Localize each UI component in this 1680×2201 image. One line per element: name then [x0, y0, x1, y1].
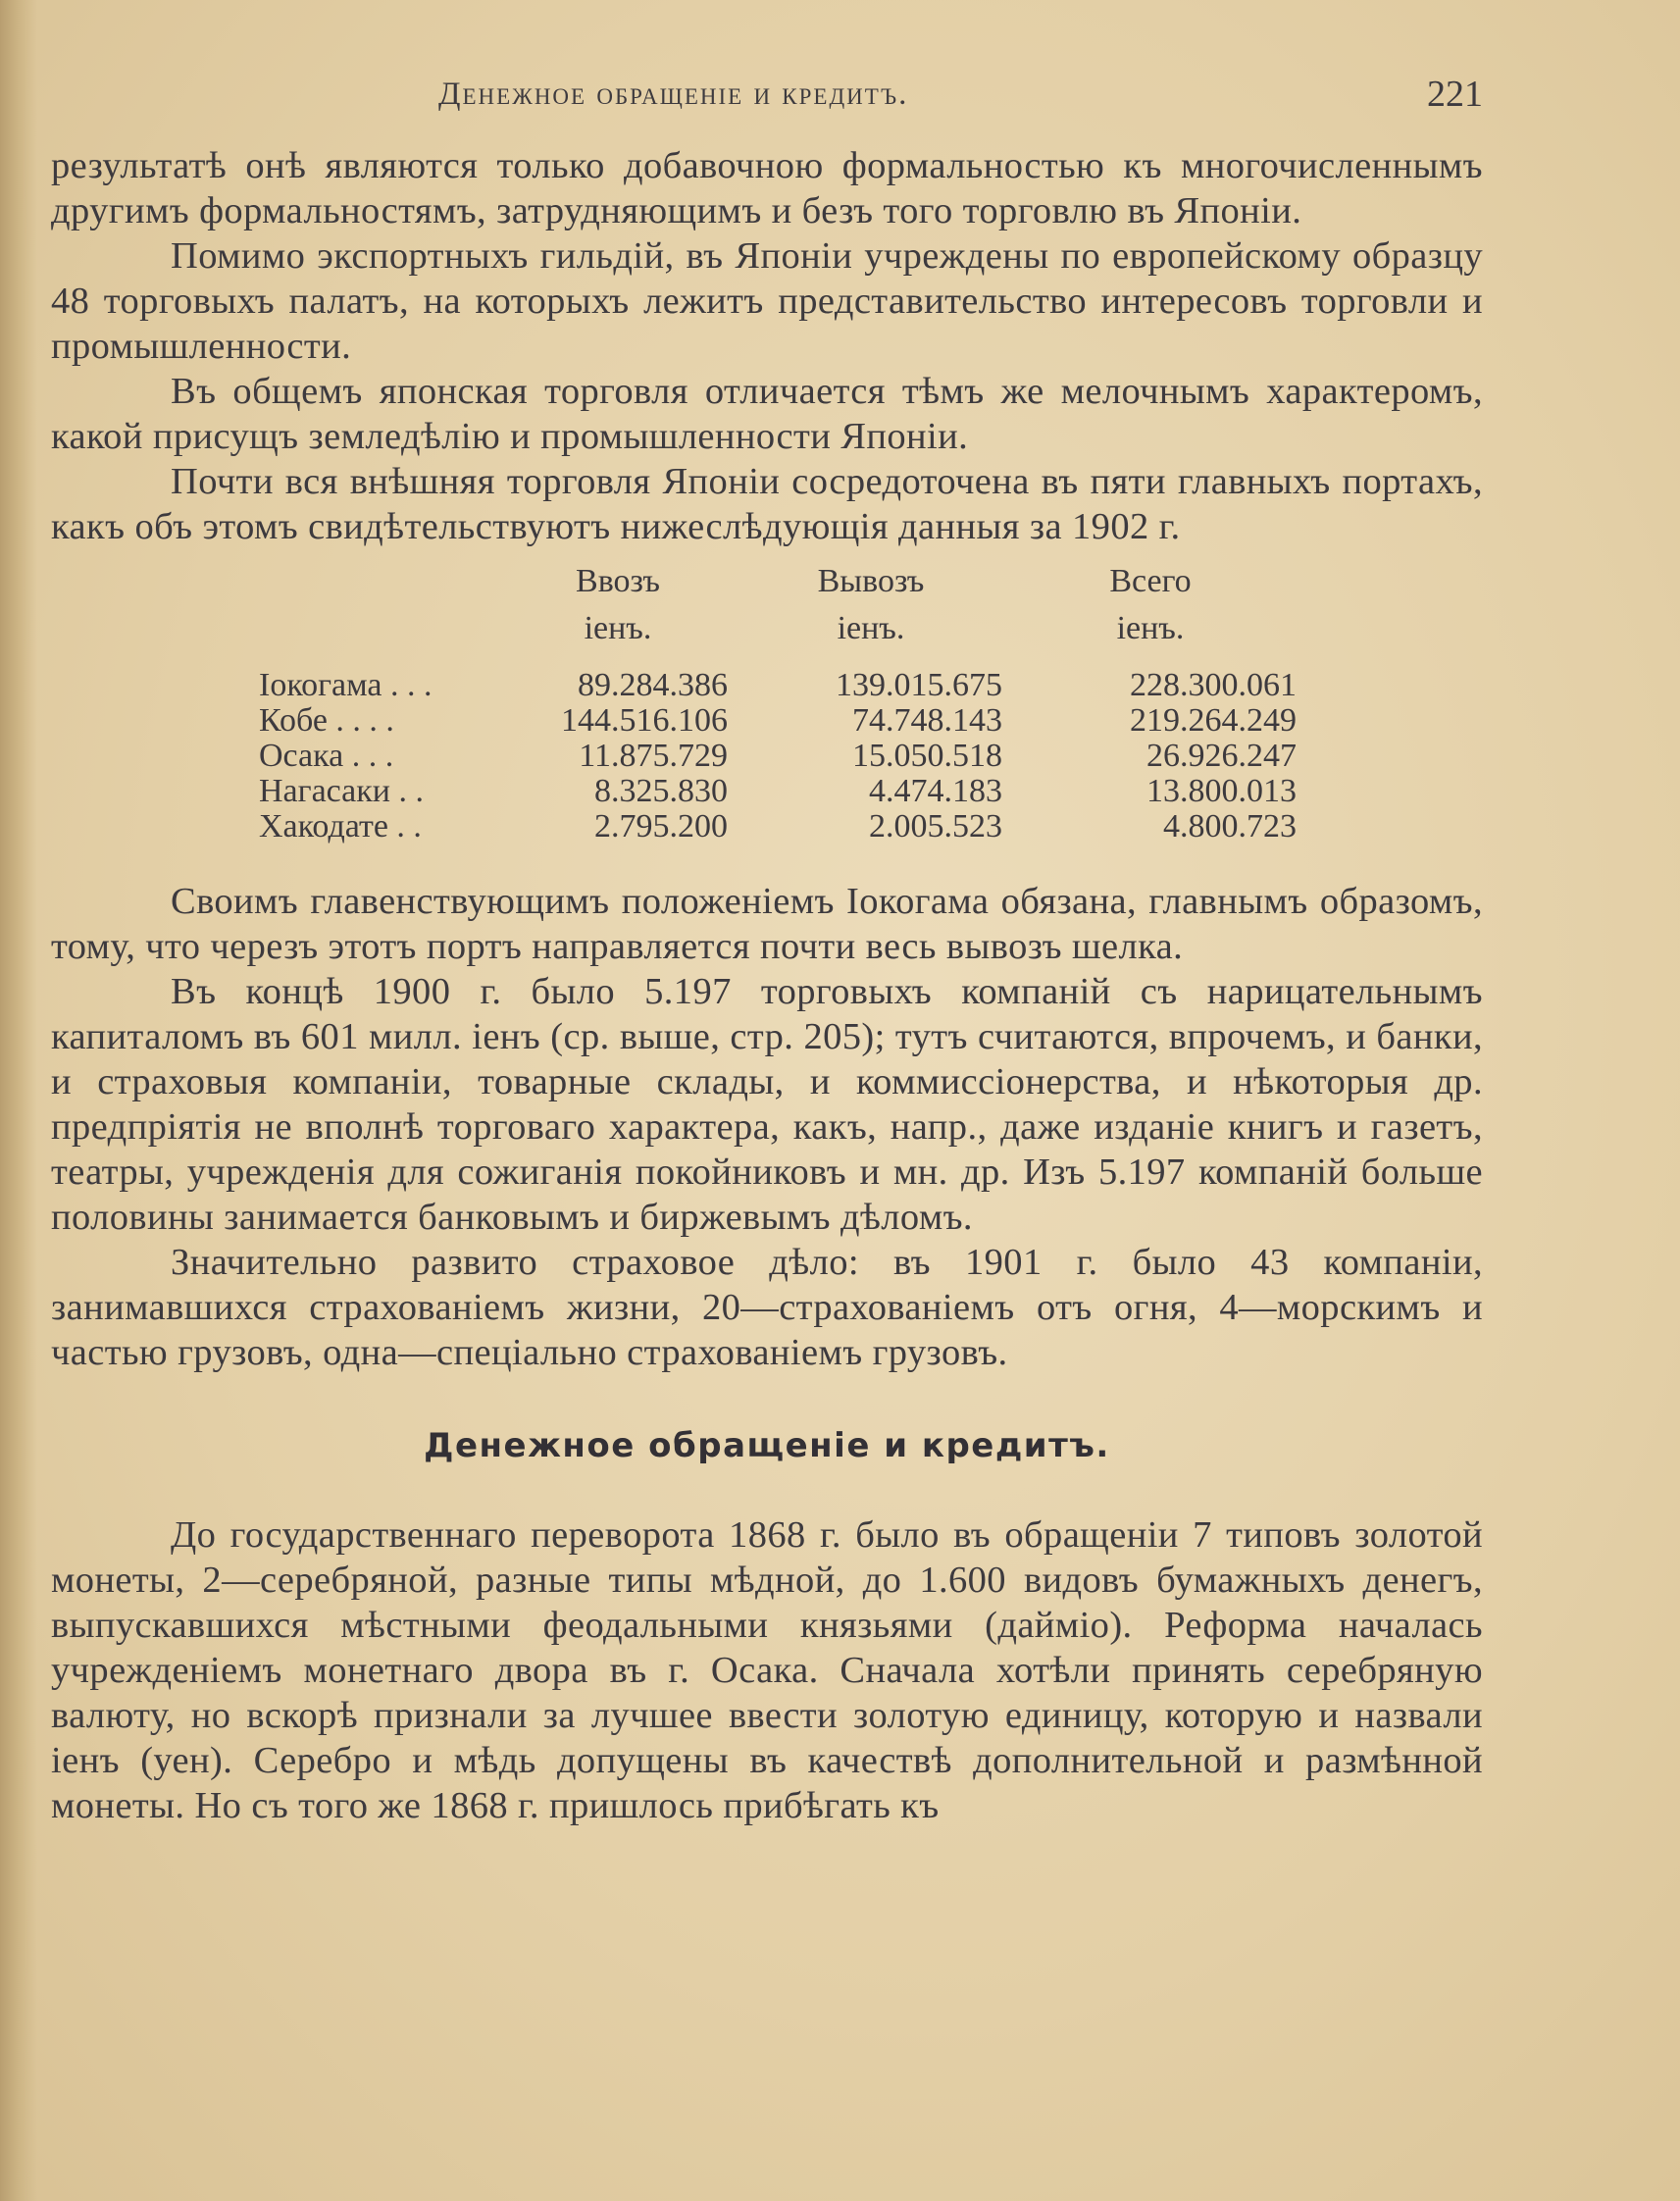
page-number: 221	[1427, 74, 1483, 115]
table-row	[51, 773, 1483, 810]
table-row	[51, 808, 1483, 845]
unit-label-export: іенъ.	[837, 610, 905, 646]
column-header-import: Ввозъ	[576, 563, 660, 599]
column-header-export: Вывозъ	[817, 563, 925, 599]
page-gutter-shadow	[0, 0, 37, 2201]
table-row	[51, 667, 1483, 704]
port-name: Кобе . . . .	[259, 702, 394, 739]
port-name: Хакодате . .	[259, 808, 422, 845]
ports-trade-table	[51, 563, 1483, 865]
export-value: 15.050.518	[852, 738, 1002, 774]
unit-label-import: іенъ.	[584, 610, 652, 646]
port-name: Нагасаки . .	[259, 773, 424, 809]
column-header-total: Всего	[1109, 563, 1192, 599]
port-name: Осака . . .	[259, 738, 394, 774]
paragraph: Почти вся внѣшняя торговля Японіи сосредоточена въ пяти главныхъ портахъ, какъ объ этомъ свидѣтельствуютъ нижеслѣдующія данныя за 1902 г.	[51, 461, 1483, 547]
table-row	[51, 702, 1483, 740]
page-header	[51, 73, 1483, 122]
export-value: 4.474.183	[869, 773, 1002, 809]
import-value: 144.516.106	[561, 702, 728, 739]
import-value: 89.284.386	[578, 667, 728, 703]
import-value: 8.325.830	[594, 773, 728, 809]
body-text	[51, 143, 1483, 1828]
section-heading: Денежное обращеніе и кредитъ.	[424, 1426, 1110, 1465]
total-value: 26.926.247	[1146, 738, 1297, 774]
total-value: 13.800.013	[1146, 773, 1297, 809]
running-head: Денежное обращеніе и кредитъ.	[438, 77, 909, 112]
paragraph: результатѣ онѣ являются только добавочною формальностью къ многочисленнымъ другимъ формальностямъ, затрудняющимъ и безъ того торговлю въ Японіи.	[51, 145, 1483, 231]
export-value: 2.005.523	[869, 808, 1002, 845]
paragraph: Своимъ главенствующимъ положеніемъ Іокогама обязана, главнымъ образомъ, тому, что черезъ этотъ портъ направляется почти весь вывозъ шелка.	[51, 881, 1483, 967]
unit-label-total: іенъ.	[1116, 610, 1185, 646]
paragraph: Помимо экспортныхъ гильдій, въ Японіи учреждены по европейскому образцу 48 торговыхъ палатъ, на которыхъ лежитъ представительство интересовъ торговли и промышленности.	[51, 235, 1483, 367]
port-name: Іокогама . . .	[259, 667, 433, 703]
paragraph: Значительно развито страховое дѣло: въ 1901 г. было 43 компаніи, занимавшихся страхованіемъ жизни, 20—страхованіемъ отъ огня, 4—морскимъ и частью грузовъ, одна—спеціально страхованіемъ грузовъ.	[51, 1242, 1483, 1373]
export-value: 139.015.675	[836, 667, 1002, 703]
paragraph: Въ общемъ японская торговля отличается тѣмъ же мелочнымъ характеромъ, какой присущъ земледѣлію и промышленности Японіи.	[51, 371, 1483, 457]
total-value: 4.800.723	[1163, 808, 1297, 845]
total-value: 219.264.249	[1130, 702, 1297, 739]
import-value: 2.795.200	[594, 808, 728, 845]
table-row	[51, 738, 1483, 775]
paragraph: Въ концѣ 1900 г. было 5.197 торговыхъ компаній съ нарицательнымъ капиталомъ въ 601 милл. іенъ (ср. выше, стр. 205); тутъ считаются, впрочемъ, и банки, и страховыя компаніи, товарные склады, и коммиссіонерства, и нѣкоторыя др. предпріятія не вполнѣ торговаго характера, какъ, напр., даже изданіе книгъ и газетъ, театры, учрежденія для сожиганія покойниковъ и мн. др. Изъ 5.197 компаній больше половины занимается банковымъ и биржевымъ дѣломъ.	[51, 971, 1483, 1238]
import-value: 11.875.729	[579, 738, 728, 774]
paragraph: До государственнаго переворота 1868 г. было въ обращеніи 7 типовъ золотой монеты, 2—серебряной, разные типы мѣдной, до 1.600 видовъ бумажныхъ денегъ, выпускавшихся мѣстными феодальными князьями (дайміо). Реформа началась учрежденіемъ монетнаго двора въ г. Осака. Сначала хотѣли принять серебряную валюту, но вскорѣ признали за лучшее ввести золотую единицу, которую и назвали іенъ (уен). Серебро и мѣдь допущены въ качествѣ дополнительной и размѣнной монеты. Но съ того же 1868 г. пришлось прибѣгать къ	[51, 1514, 1483, 1826]
total-value: 228.300.061	[1130, 667, 1297, 703]
export-value: 74.748.143	[852, 702, 1002, 739]
